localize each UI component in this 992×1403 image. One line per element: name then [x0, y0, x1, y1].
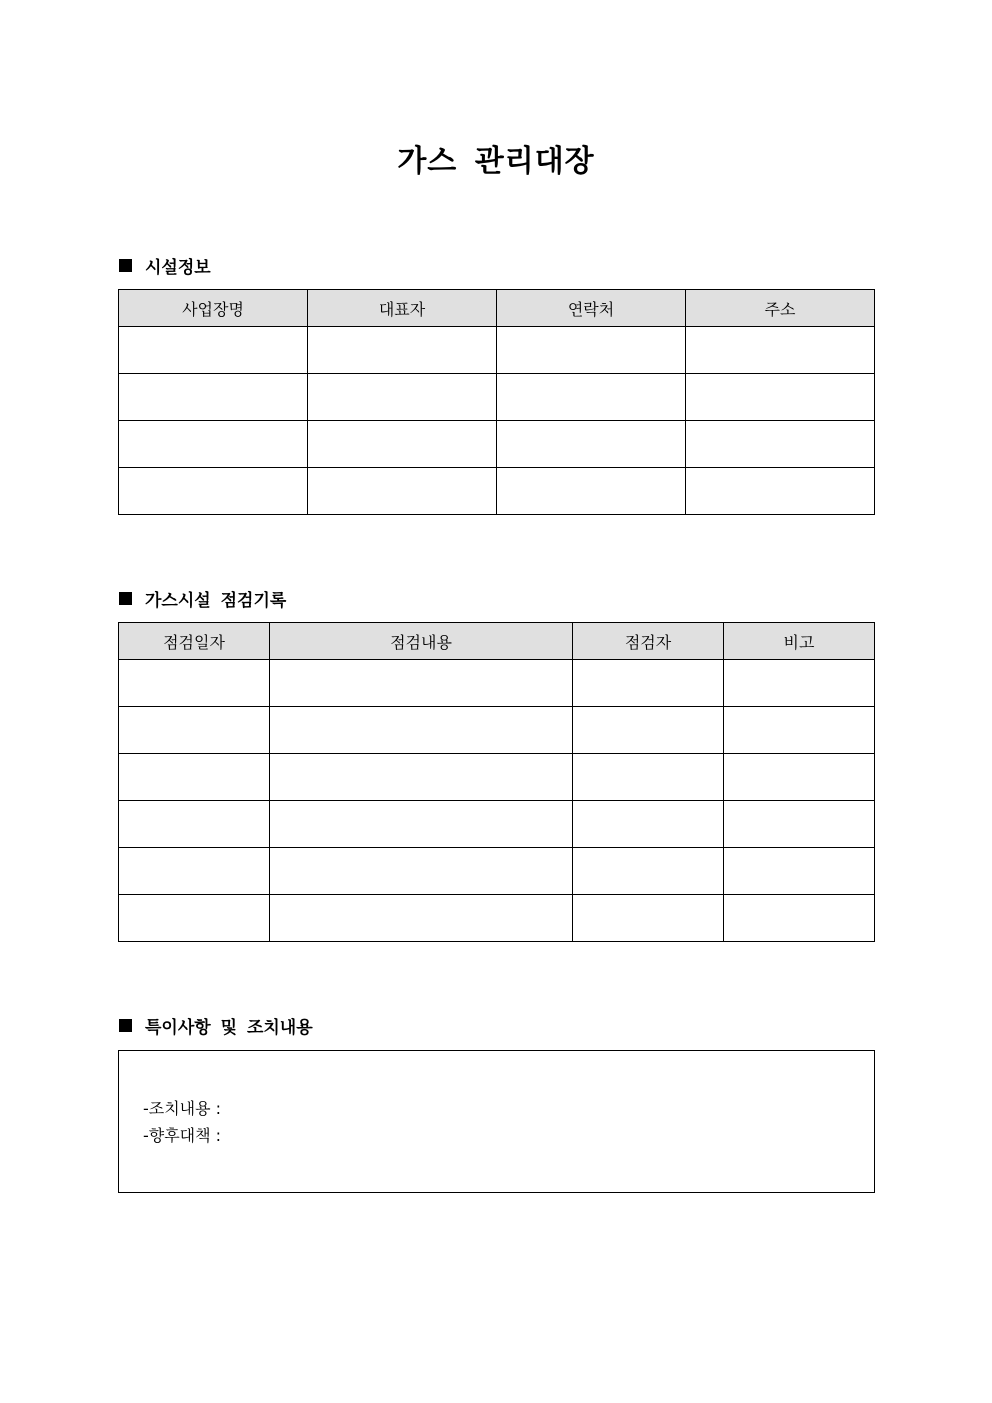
notes-section-title: 특이사항 및 조치내용 — [145, 1017, 313, 1038]
table-row — [119, 895, 875, 942]
table-row — [119, 660, 875, 707]
action-taken-label: -조치내용 : — [143, 1099, 222, 1118]
black-square-icon — [119, 1019, 132, 1032]
table-cell[interactable] — [724, 848, 875, 895]
table-cell[interactable] — [573, 754, 724, 801]
table-cell[interactable] — [308, 374, 497, 421]
column-header-inspector: 점검자 — [573, 623, 724, 660]
table-cell[interactable] — [573, 801, 724, 848]
column-header-inspection-details: 점검내용 — [270, 623, 573, 660]
table-row — [119, 421, 875, 468]
table-cell[interactable] — [119, 374, 308, 421]
table-cell[interactable] — [724, 754, 875, 801]
table-cell[interactable] — [573, 660, 724, 707]
table-cell[interactable] — [573, 707, 724, 754]
action-taken-line — [143, 1099, 221, 1119]
table-cell[interactable] — [308, 468, 497, 515]
table-cell[interactable] — [308, 421, 497, 468]
column-header-address: 주소 — [686, 290, 875, 327]
facility-info-table — [118, 289, 875, 515]
table-cell[interactable] — [270, 801, 573, 848]
table-cell[interactable] — [497, 374, 686, 421]
facility-header-row — [119, 290, 875, 327]
table-cell[interactable] — [724, 707, 875, 754]
page-title: 가스 관리대장 — [397, 144, 595, 179]
black-square-icon — [119, 592, 132, 605]
table-cell[interactable] — [308, 327, 497, 374]
table-cell[interactable] — [686, 327, 875, 374]
table-cell[interactable] — [119, 848, 270, 895]
table-cell[interactable] — [497, 327, 686, 374]
column-header-business-name: 사업장명 — [119, 290, 308, 327]
column-header-representative: 대표자 — [308, 290, 497, 327]
notes-section-heading — [119, 1013, 313, 1037]
table-cell[interactable] — [270, 660, 573, 707]
table-row — [119, 374, 875, 421]
notes-box[interactable] — [118, 1050, 875, 1193]
table-cell[interactable] — [119, 421, 308, 468]
table-cell[interactable] — [724, 895, 875, 942]
column-header-remarks: 비고 — [724, 623, 875, 660]
table-cell[interactable] — [686, 374, 875, 421]
inspection-header-row — [119, 623, 875, 660]
column-header-inspection-date: 점검일자 — [119, 623, 270, 660]
table-cell[interactable] — [119, 468, 308, 515]
table-cell[interactable] — [119, 660, 270, 707]
table-cell[interactable] — [724, 660, 875, 707]
table-row — [119, 754, 875, 801]
table-cell[interactable] — [119, 895, 270, 942]
black-square-icon — [119, 259, 132, 272]
future-plan-label: -향후대책 : — [143, 1126, 222, 1145]
table-cell[interactable] — [270, 707, 573, 754]
column-header-contact: 연락처 — [497, 290, 686, 327]
inspection-section-title: 가스시설 점검기록 — [145, 590, 287, 611]
table-cell[interactable] — [270, 754, 573, 801]
facility-section-heading — [119, 253, 211, 277]
table-cell[interactable] — [724, 801, 875, 848]
table-cell[interactable] — [573, 895, 724, 942]
future-plan-line — [143, 1126, 221, 1146]
inspection-section-heading — [119, 586, 286, 610]
table-row — [119, 801, 875, 848]
table-row — [119, 327, 875, 374]
table-cell[interactable] — [270, 848, 573, 895]
table-row — [119, 848, 875, 895]
inspection-record-table — [118, 622, 875, 942]
table-cell[interactable] — [497, 468, 686, 515]
table-cell[interactable] — [686, 468, 875, 515]
table-cell[interactable] — [686, 421, 875, 468]
table-cell[interactable] — [497, 421, 686, 468]
table-cell[interactable] — [119, 707, 270, 754]
table-cell[interactable] — [573, 848, 724, 895]
table-cell[interactable] — [119, 754, 270, 801]
table-cell[interactable] — [119, 327, 308, 374]
table-row — [119, 707, 875, 754]
table-cell[interactable] — [270, 895, 573, 942]
table-cell[interactable] — [119, 801, 270, 848]
facility-section-title: 시설정보 — [145, 257, 211, 278]
table-row — [119, 468, 875, 515]
